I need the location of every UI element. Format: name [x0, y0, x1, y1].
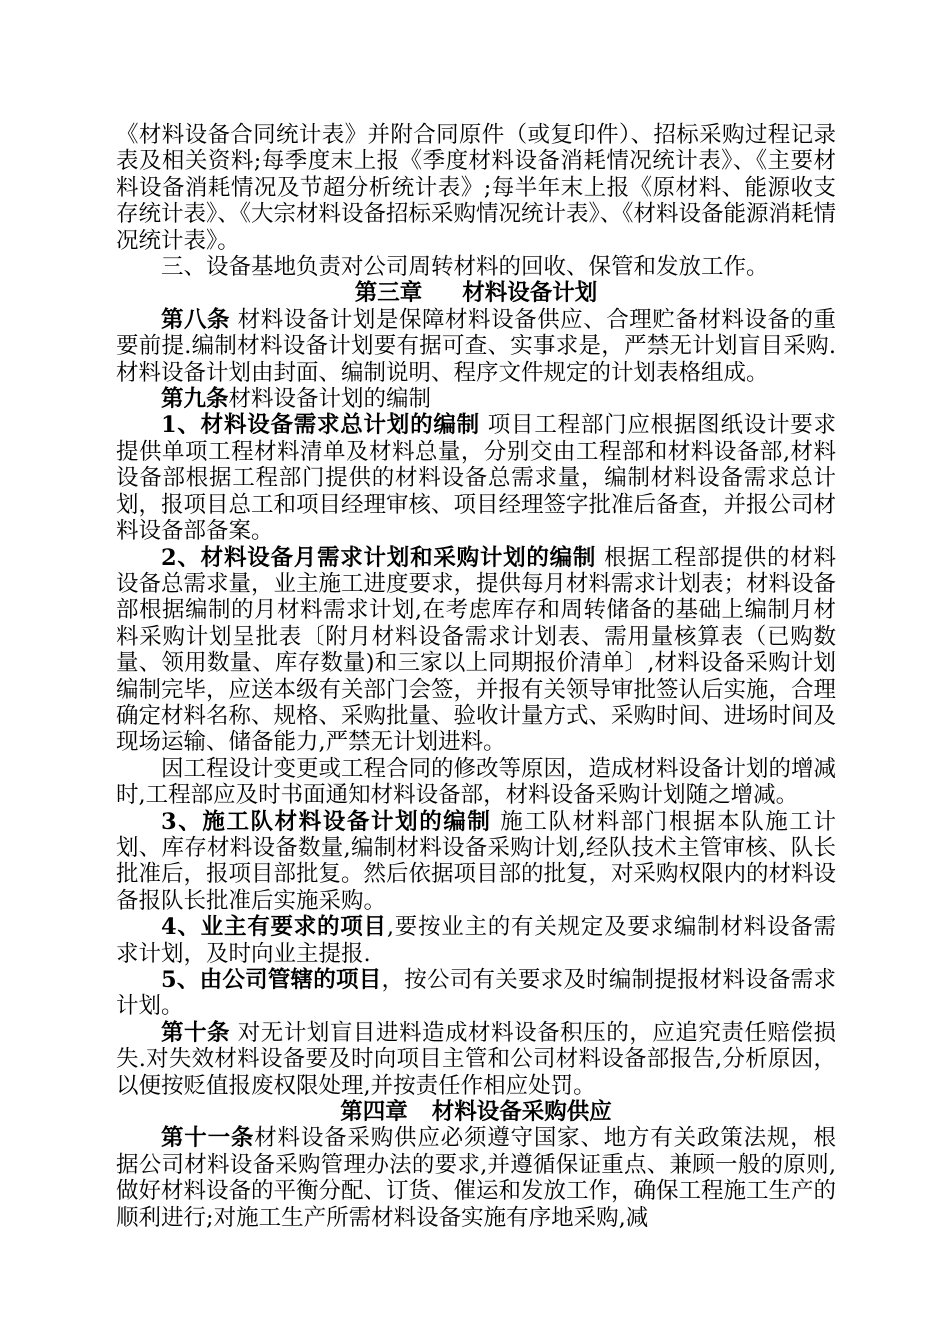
document-page	[116, 122, 836, 1231]
item-1-text: 项目工程部门应根据图纸设计要求提供单项工程材料清单及材料总量，分别交由工程部和材料设备部,材料设备部根据工程部门提供的材料设备总需求量，编制材料设备需求总计划，报项目总工和项目经理审核、项目经理签字批准后备查，并报公司材料设备部备案。	[116, 412, 837, 545]
article-10-label: 第十条	[161, 1019, 231, 1046]
article-9-text: 材料设备计划的编制	[228, 386, 432, 413]
article-11	[116, 1125, 836, 1231]
article-10-text: 对无计划盲目进料造成材料设备积压的，应追究责任赔偿损失.对失效材料设备要及时向项目主管和公司材料设备部报告,分析原因，以便按贬值报废权限处理,并按责任作相应处罚。	[116, 1019, 836, 1099]
article-9	[116, 386, 836, 412]
article-8	[116, 307, 836, 386]
paragraph-design-change: 因工程设计变更或工程合同的修改等原因，造成材料设备计划的增减时,工程部应及时书面通知材料设备部，材料设备采购计划随之增减。	[116, 755, 837, 809]
item-3-label: 3、施工队材料设备计划的编制	[161, 808, 492, 835]
paragraph-reporting: 《材料设备合同统计表》并附合同原件（或复印件）、招标采购过程记录表及相关资料;每季度末上报《季度材料设备消耗情况统计表》、《主要材料设备消耗情况及节超分析统计表》;每半年末上报《原材料、能源收支存统计表》、《大宗材料设备招标采购情况统计表》、《材料设备能源消耗情况统计表》。	[116, 122, 837, 254]
article-11-label: 第十一条	[161, 1125, 255, 1152]
chapter-3-title: 材料设备计划	[462, 280, 598, 307]
item-4	[116, 914, 836, 967]
item-5-label: 5、由公司管辖的项目	[161, 967, 382, 993]
item-3	[116, 809, 836, 915]
item-1	[116, 412, 836, 544]
paragraph-equipment-base: 三、设备基地负责对公司周转材料的回收、保管和发放工作。	[161, 254, 769, 281]
item-4-text: ,要按业主的有关规定及要求编制材料设备需求计划，及时向业主提报.	[116, 914, 837, 967]
item-2-label: 2、材料设备月需求计划和采购计划的编制	[161, 544, 597, 571]
article-10	[116, 1020, 836, 1099]
article-9-label: 第九条	[161, 386, 229, 413]
chapter-3-number: 第三章	[354, 280, 423, 307]
item-3-text: 施工队材料部门根据本队施工计划、库存材料设备数量,编制材料设备采购计划,经队技术主管审核、队长批准后，报项目部批复。然后依据项目部的批复，对采购权限内的材料设备报队长批准后实施采购。	[116, 808, 837, 914]
article-8-text: 材料设备计划是保障材料设备供应、合理贮备材料设备的重要前提.编制材料设备计划要有据可查、实事求是，严禁无计划盲目采购.材料设备计划由封面、编制说明、程序文件规定的计划表格组成。	[116, 306, 836, 386]
item-5	[116, 967, 836, 1020]
item-2-text: 根据工程部提供的材料设备总需求量，业主施工进度要求，提供每月材料需求计划表；材料设备部根据编制的月材料需求计划,在考虑库存和周转储备的基础上编制月材料采购计划呈批表〔附月材料设备需求计划表、需用量核算表（已购数量、领用数量、库存数量)和三家以上同期报价清单〕,材料设备采购计划编制完毕，应送本级有关部门会签，并报有关领导审批签认后实施，合理确定材料名称、规格、采购批量、验收计量方式、采购时间、进场时间及现场运输、储备能力,严禁无计划进料。	[116, 544, 837, 756]
article-8-label: 第八条	[161, 306, 231, 333]
item-2	[116, 545, 836, 756]
item-5-text: ，按公司有关要求及时编制提报材料设备需求计划。	[116, 967, 836, 1020]
chapter-4-title: 材料设备采购供应	[431, 1099, 612, 1126]
chapter-4-heading	[116, 1099, 836, 1125]
article-11-text: 材料设备采购供应必须遵守国家、地方有关政策法规，根据公司材料设备采购管理办法的要求,并遵循保证重点、兼顾一般的原则,做好材料设备的平衡分配、订货、催运和发放工作，确保工程施工生产的顺利进行;对施工生产所需材料设备实施有序地采购,减	[116, 1125, 837, 1231]
chapter-3-heading	[116, 280, 836, 306]
item-4-label: 4、业主有要求的项目	[161, 914, 387, 941]
item-1-label: 1、材料设备需求总计划的编制	[161, 412, 480, 439]
chapter-4-number: 第四章	[340, 1099, 408, 1126]
